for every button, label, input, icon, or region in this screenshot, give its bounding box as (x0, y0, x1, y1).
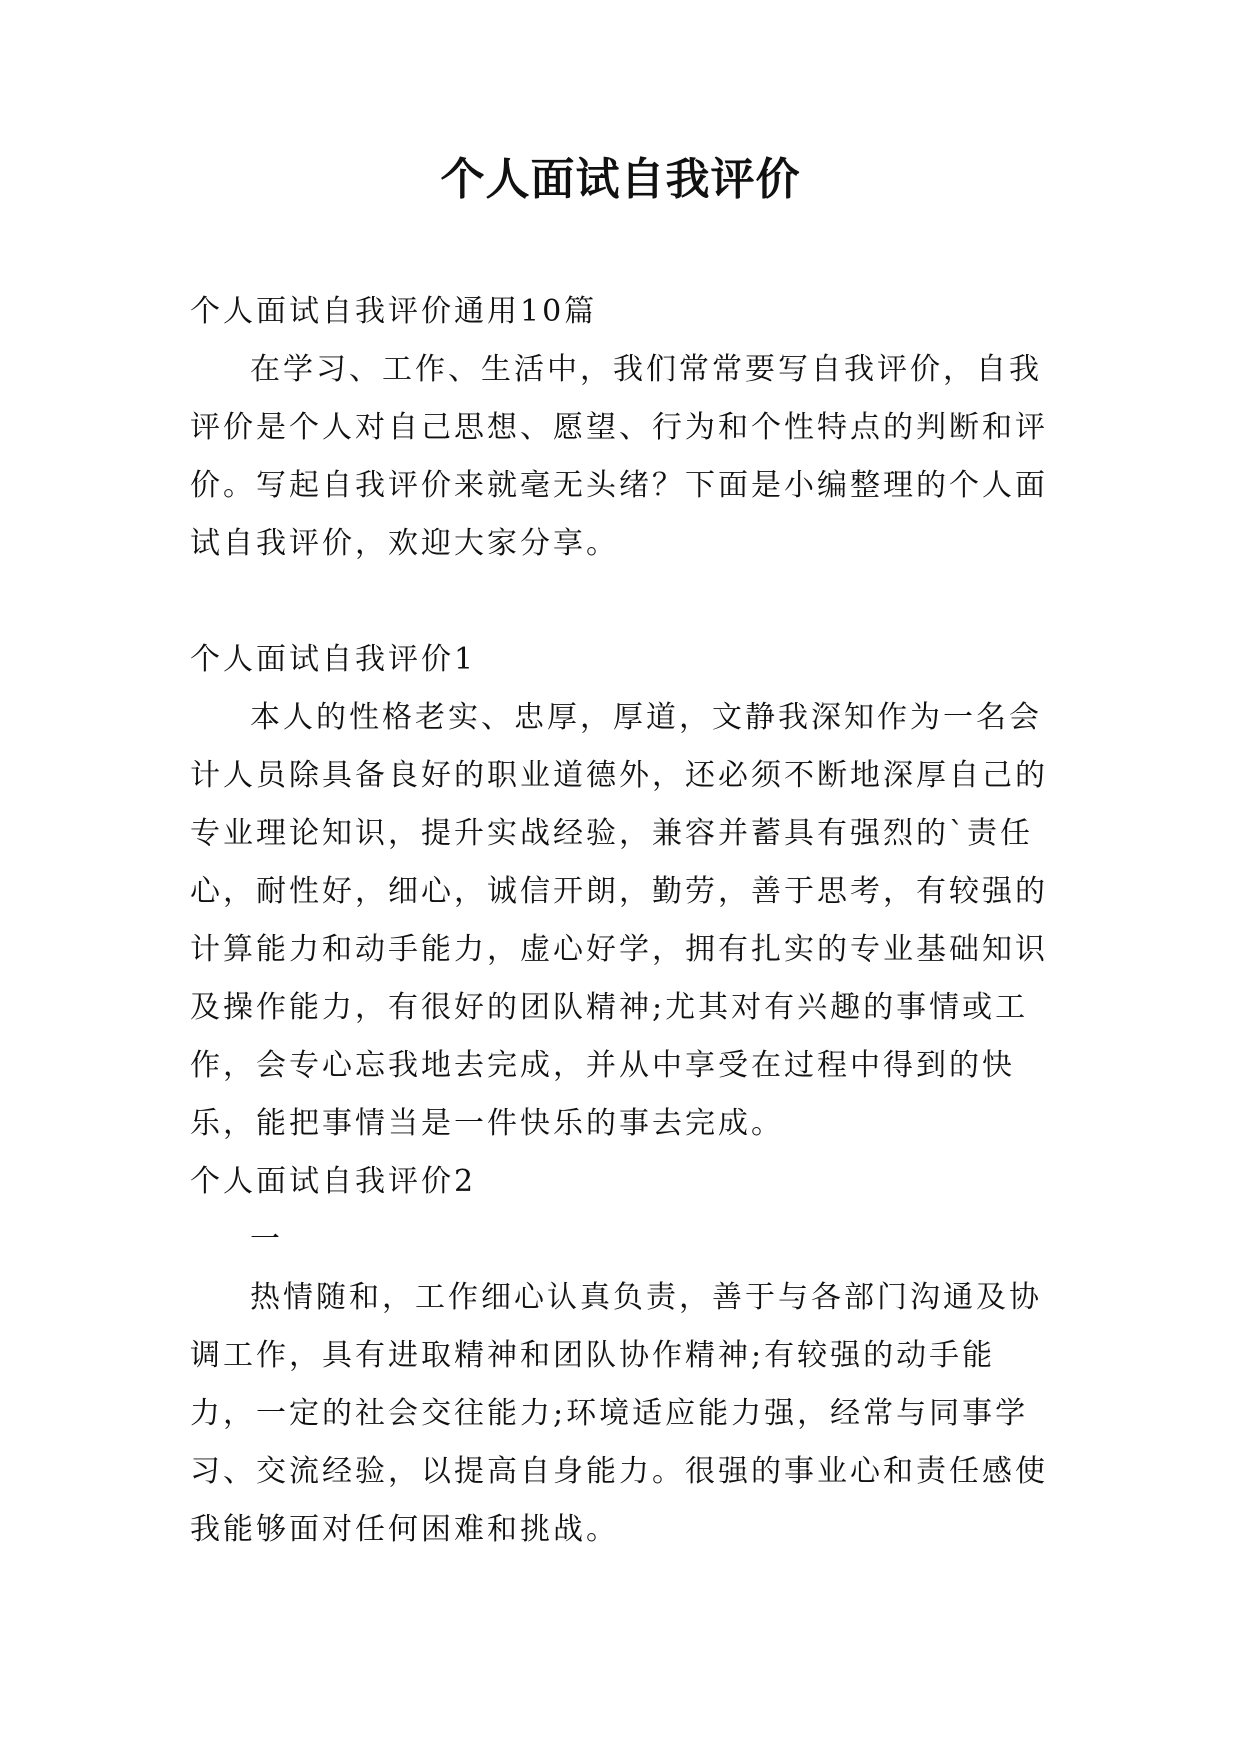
section-2-paragraph: 热情随和，工作细心认真负责，善于与各部门沟通及协调工作，具有进取精神和团队协作精神;有较强的动手能力，一定的社会交往能力;环境适应能力强，经常与同事学习、交流经验，以提高自身能力。很强的事业心和责任感使我能够面对任何困难和挑战。 (190, 1280, 1048, 1547)
intro-paragraph: 在学习、工作、生活中，我们常常要写自我评价，自我评价是个人对自己思想、愿望、行为和个性特点的判断和评价。写起自我评价来就毫无头绪？下面是小编整理的个人面试自我评价，欢迎大家分享。 (190, 352, 1048, 561)
section-1-paragraph: 本人的性格老实、忠厚，厚道，文静我深知作为一名会计人员除具备良好的职业道德外，还必须不断地深厚自己的专业理论知识，提升实战经验，兼容并蓄具有强烈的`责任心，耐性好，细心，诚信开朗，勤劳，善于思考，有较强的计算能力和动手能力，虚心好学，拥有扎实的专业基础知识及操作能力，有很好的团队精神;尤其对有兴趣的事情或工作，会专心忘我地去完成，并从中享受在过程中得到的快乐，能把事情当是一件快乐的事去完成。 (190, 700, 1048, 1141)
section-heading-1: 个人面试自我评价1 (190, 642, 477, 677)
document-body (190, 283, 1060, 1559)
document-title: 个人面试自我评价 (440, 154, 801, 205)
section-2-marker: 一 (250, 1222, 283, 1257)
section-heading-2: 个人面试自我评价2 (190, 1164, 477, 1199)
document-subtitle: 个人面试自我评价通用10篇 (190, 294, 598, 329)
section-spacer (190, 573, 1060, 631)
